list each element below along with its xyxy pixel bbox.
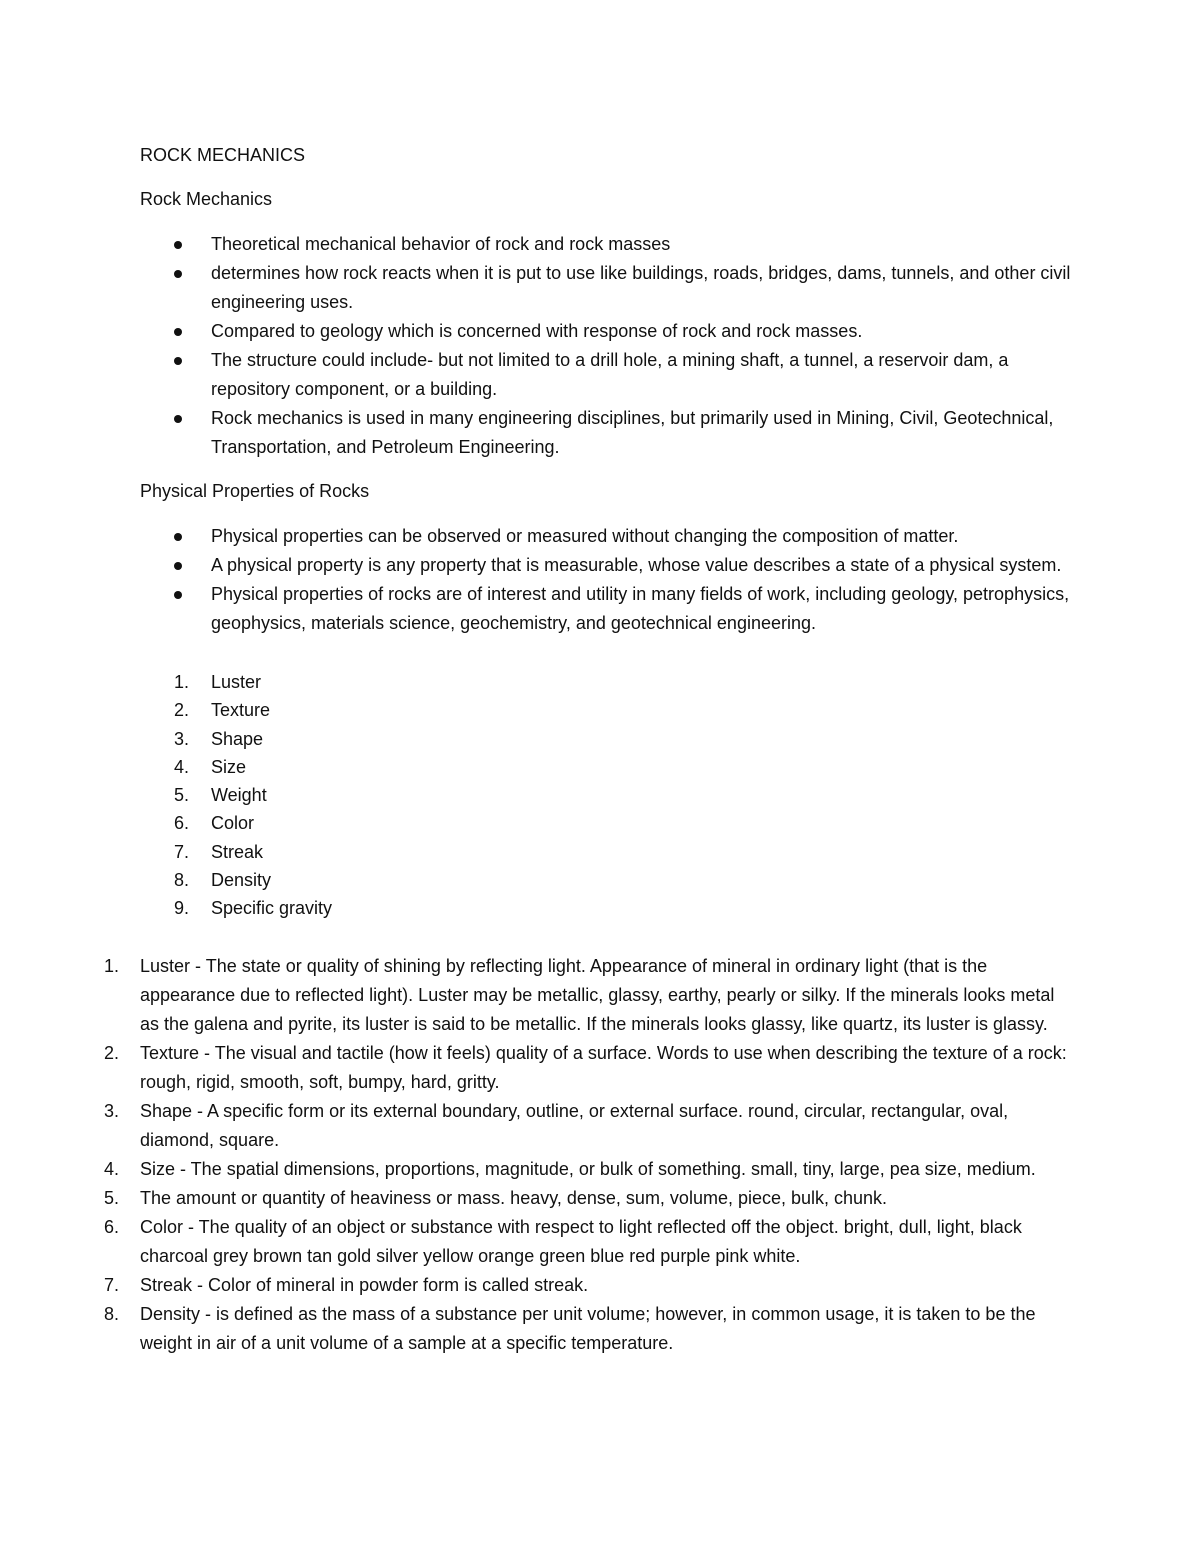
list-item: 8. Density - is defined as the mass of a substance per unit volume; however, in common usage, it is taken to be the weight in air of a unit volume of a sample at a specific temperature. xyxy=(104,1304,1036,1353)
section-heading-rock-mechanics: Rock Mechanics xyxy=(140,189,273,209)
bullet-icon xyxy=(174,533,182,541)
bullet-icon xyxy=(174,357,182,365)
rock-mechanics-bullet-list xyxy=(211,230,1071,462)
list-item: 2. Texture - The visual and tactile (how it feels) quality of a surface. Words to use when describing the texture of a rock: rough, rigid, smooth, soft, bumpy, hard, gritty. xyxy=(104,1043,1067,1092)
bullet-icon xyxy=(174,270,182,278)
list-item: 1. Luster - The state or quality of shining by reflecting light. Appearance of mineral in ordinary light (that is the appearance due to reflected light). Luster may be metallic, glassy, earthy, pearly or silky. If the minerals looks metal as the galena and pyrite, its luster is said to be metallic. If the minerals looks glassy, like quartz, its luster is glassy. xyxy=(104,956,1055,1034)
list-item: The structure could include- but not limited to a drill hole, a mining shaft, a tunnel, a reservoir dam, a repository component, or a building. xyxy=(211,346,1071,404)
section-heading-physical-properties: Physical Properties of Rocks xyxy=(140,481,370,501)
physical-properties-bullet-list xyxy=(211,522,1071,638)
list-item: Theoretical mechanical behavior of rock and rock masses xyxy=(211,230,1071,259)
list-item: 5. The amount or quantity of heaviness or mass. heavy, dense, sum, volume, piece, bulk, chunk. xyxy=(104,1188,888,1208)
list-item: 6. Color - The quality of an object or substance with respect to light reflected off the object. bright, dull, light, black charcoal grey brown tan gold silver yellow orange green blue red purple pink white. xyxy=(104,1217,1022,1266)
list-item: 7. Streak - Color of mineral in powder form is called streak. xyxy=(104,1275,589,1295)
list-item: 3. Shape - A specific form or its external boundary, outline, or external surface. round, circular, rectangular, oval, diamond, square. xyxy=(104,1101,1009,1150)
bullet-icon xyxy=(174,562,182,570)
list-item: A physical property is any property that is measurable, whose value describes a state of a physical system. xyxy=(211,551,1071,580)
properties-numbered-list xyxy=(174,668,611,923)
list-item: 3. Shape xyxy=(174,728,264,749)
list-item: 2. Texture xyxy=(174,700,271,721)
bullet-icon xyxy=(174,415,182,423)
list-item: 6. Color xyxy=(174,813,255,834)
bullet-icon xyxy=(174,591,182,599)
document-title: ROCK MECHANICS xyxy=(140,145,306,165)
list-item: determines how rock reacts when it is put to use like buildings, roads, bridges, dams, tunnels, and other civil engineering uses. xyxy=(211,259,1071,317)
list-item: Compared to geology which is concerned with response of rock and rock masses. xyxy=(211,317,1071,346)
list-item: 4. Size xyxy=(174,756,247,777)
bullet-icon xyxy=(174,328,182,336)
list-item: 1. Luster xyxy=(174,672,262,692)
list-item: Rock mechanics is used in many engineering disciplines, but primarily used in Mining, Civil, Geotechnical, Transportation, and Petroleum Engineering. xyxy=(211,404,1071,462)
list-item: 5. Weight xyxy=(174,785,267,806)
list-item: Physical properties can be observed or measured without changing the composition of matter. xyxy=(211,522,1071,551)
list-item: 9. Specific gravity xyxy=(174,898,333,919)
list-item: 4. Size - The spatial dimensions, proportions, magnitude, or bulk of something. small, tiny, large, pea size, medium. xyxy=(104,1159,1036,1179)
bullet-icon xyxy=(174,241,182,249)
list-item: Physical properties of rocks are of interest and utility in many fields of work, including geology, petrophysics, geophysics, materials science, geochemistry, and geotechnical engineering. xyxy=(211,580,1071,638)
list-item: 7. Streak xyxy=(174,841,264,862)
property-definitions-list xyxy=(104,952,1070,1358)
list-item: 8. Density xyxy=(174,870,272,891)
